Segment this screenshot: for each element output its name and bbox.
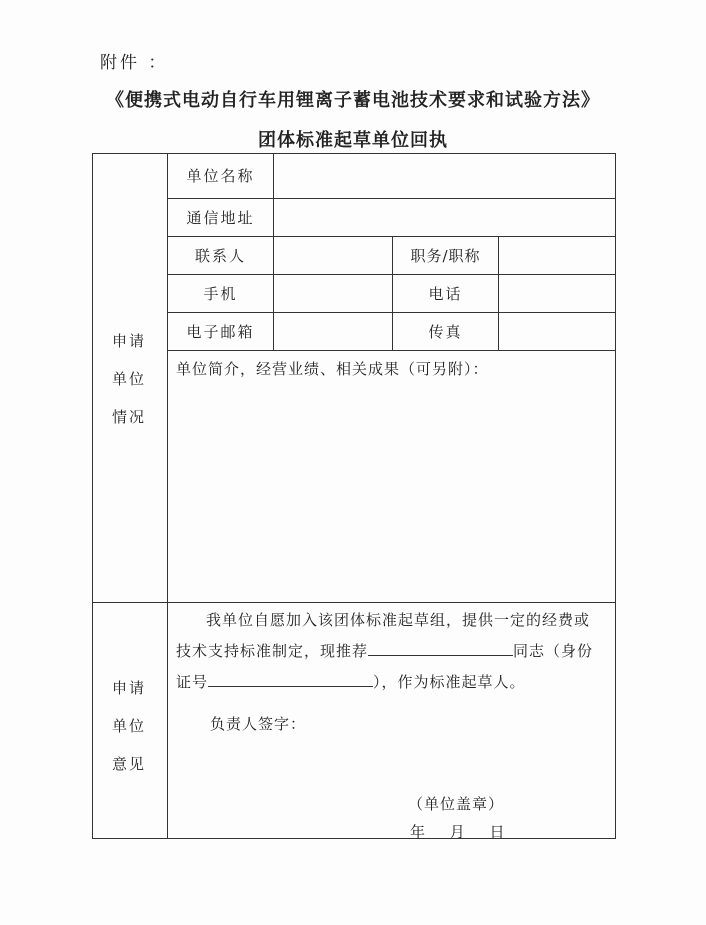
opinion-statement bbox=[176, 605, 606, 698]
opinion-line-3a: 证号 bbox=[176, 673, 209, 691]
id-number-blank[interactable] bbox=[208, 670, 373, 687]
phone-field[interactable] bbox=[499, 274, 615, 312]
opinion-line-1: 我单位自愿加入该团体标准起草组，提供一定的经费或 bbox=[206, 611, 591, 629]
reply-form-table bbox=[92, 153, 616, 839]
side-label-line: 情况 bbox=[111, 408, 146, 426]
email-field[interactable] bbox=[274, 312, 392, 350]
side-label-line: 单位 bbox=[111, 717, 146, 735]
table-border-right bbox=[615, 153, 616, 839]
phone-label: 电话 bbox=[428, 284, 463, 303]
email-label: 电子邮箱 bbox=[186, 322, 255, 341]
contact-field[interactable] bbox=[274, 236, 392, 274]
attachment-label: 附件 ： bbox=[100, 53, 169, 73]
date-label: 年 月 日 bbox=[410, 823, 505, 841]
side-label-line: 申请 bbox=[111, 679, 146, 697]
opinion-line-2b: 同志（身份 bbox=[513, 642, 594, 660]
document-title: 《便携式电动自行车用锂离子蓄电池技术要求和试验方法》 bbox=[106, 90, 600, 111]
side-label-line: 单位 bbox=[111, 370, 146, 388]
unit-name-label: 单位名称 bbox=[186, 167, 255, 185]
side-label-line: 意见 bbox=[111, 755, 146, 773]
contact-label: 联系人 bbox=[194, 246, 246, 265]
opinion-line-3b: ），作为标准起草人。 bbox=[373, 673, 526, 691]
mobile-label: 手机 bbox=[203, 284, 238, 303]
seal-label: （单位盖章） bbox=[408, 795, 505, 813]
side-label-line: 申请 bbox=[111, 332, 146, 350]
fax-label: 传真 bbox=[428, 322, 463, 341]
document-subtitle: 团体标准起草单位回执 bbox=[258, 130, 448, 151]
position-label: 职务/职称 bbox=[410, 246, 481, 265]
section-divider bbox=[92, 602, 616, 603]
signature-label: 负责人签字： bbox=[210, 715, 307, 733]
company-intro-label: 单位简介，经营业绩、相关成果（可另附）： bbox=[176, 360, 489, 378]
table-border-bottom bbox=[92, 838, 616, 839]
unit-name-field[interactable] bbox=[274, 153, 615, 198]
company-intro-area[interactable] bbox=[168, 351, 615, 601]
address-label: 通信地址 bbox=[186, 208, 255, 227]
mobile-field[interactable] bbox=[274, 274, 392, 312]
nominee-name-blank[interactable] bbox=[368, 639, 513, 656]
position-field[interactable] bbox=[499, 236, 615, 274]
side-label-applicant-info bbox=[92, 322, 166, 436]
fax-field[interactable] bbox=[499, 312, 615, 350]
opinion-line-2a: 技术支持标准制定，现推荐 bbox=[176, 642, 369, 660]
side-label-applicant-opinion bbox=[92, 669, 166, 783]
address-field[interactable] bbox=[274, 198, 615, 236]
